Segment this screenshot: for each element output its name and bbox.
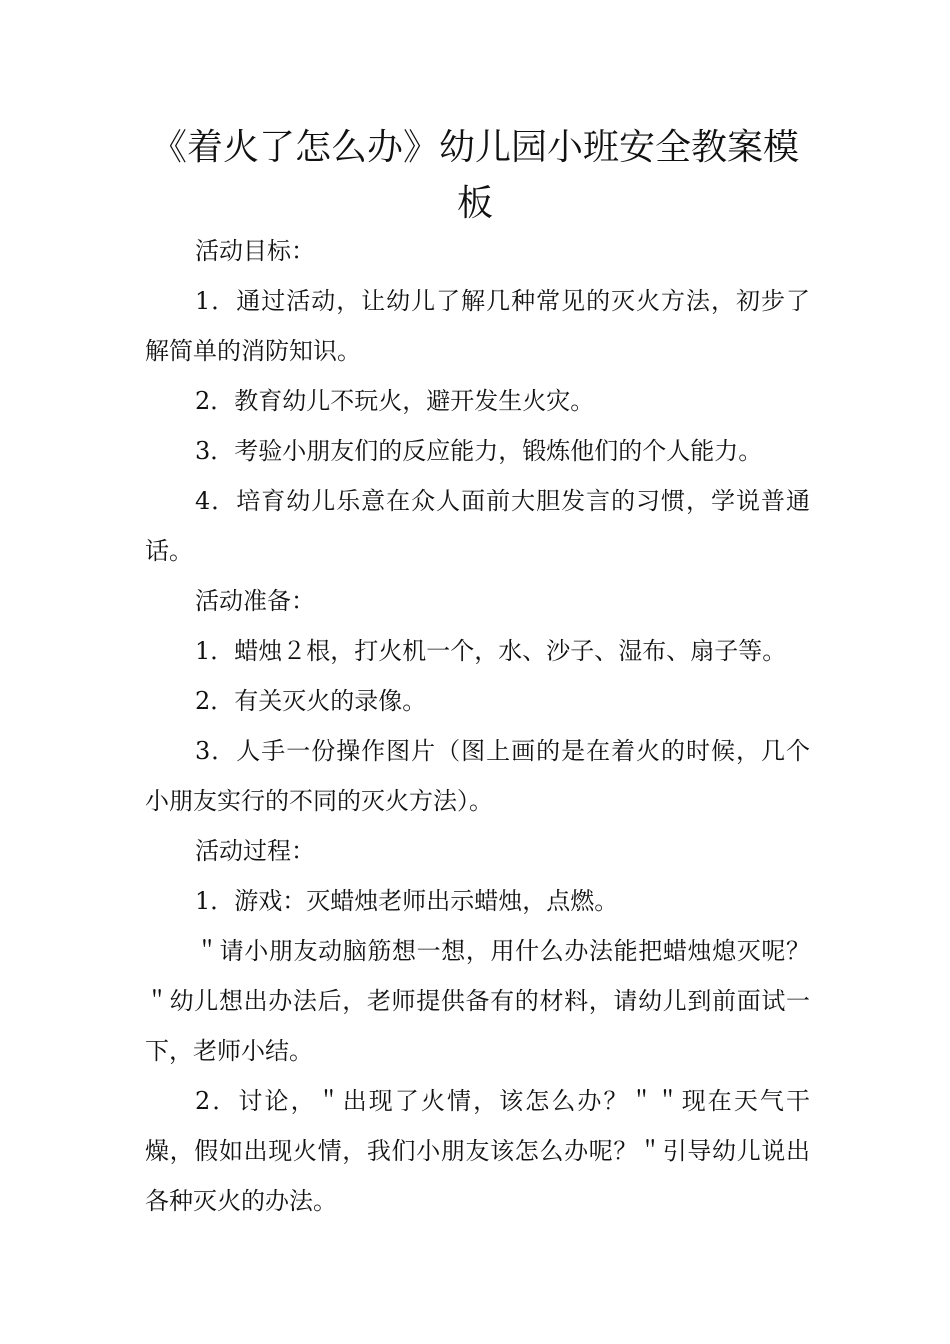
paragraph-prep-3: 3．人手一份操作图片（图上画的是在着火的时候，几个小朋友实行的不同的灭火方法）。 — [145, 737, 810, 815]
paragraph-prep-heading: 活动准备： — [195, 587, 315, 615]
paragraph-process-1: 1．游戏：灭蜡烛老师出示蜡烛，点燃。 — [195, 887, 619, 915]
paragraph-process-2: 2．讨论，＂出现了火情，该怎么办？＂＂现在天气干燥，假如出现火情，我们小朋友该怎么办呢？＂引导幼儿说出各种灭火的办法。 — [145, 1087, 810, 1215]
paragraph-process-heading: 活动过程： — [195, 837, 315, 865]
document-title: 《着火了怎么办》幼儿园小班安全教案模板 — [150, 127, 799, 224]
paragraph-goals-heading: 活动目标： — [195, 237, 315, 265]
paragraph-prep-1: 1．蜡烛２根，打火机一个，水、沙子、湿布、扇子等。 — [195, 637, 787, 665]
paragraph-goal-1: 1．通过活动，让幼儿了解几种常见的灭火方法，初步了解简单的消防知识。 — [145, 287, 810, 365]
paragraph-goal-4: 4．培育幼儿乐意在众人面前大胆发言的习惯，学说普通话。 — [145, 487, 810, 565]
paragraph-goal-2: 2．教育幼儿不玩火，避开发生火灾。 — [195, 387, 595, 415]
paragraph-prep-2: 2．有关灭火的录像。 — [195, 687, 427, 715]
paragraph-process-1-detail: ＂请小朋友动脑筋想一想，用什么办法能把蜡烛熄灭呢？＂幼儿想出办法后，老师提供备有的材料，请幼儿到前面试一下，老师小结。 — [145, 937, 810, 1065]
paragraph-goal-3: 3．考验小朋友们的反应能力，锻炼他们的个人能力。 — [195, 437, 763, 465]
document-body — [145, 226, 810, 1226]
